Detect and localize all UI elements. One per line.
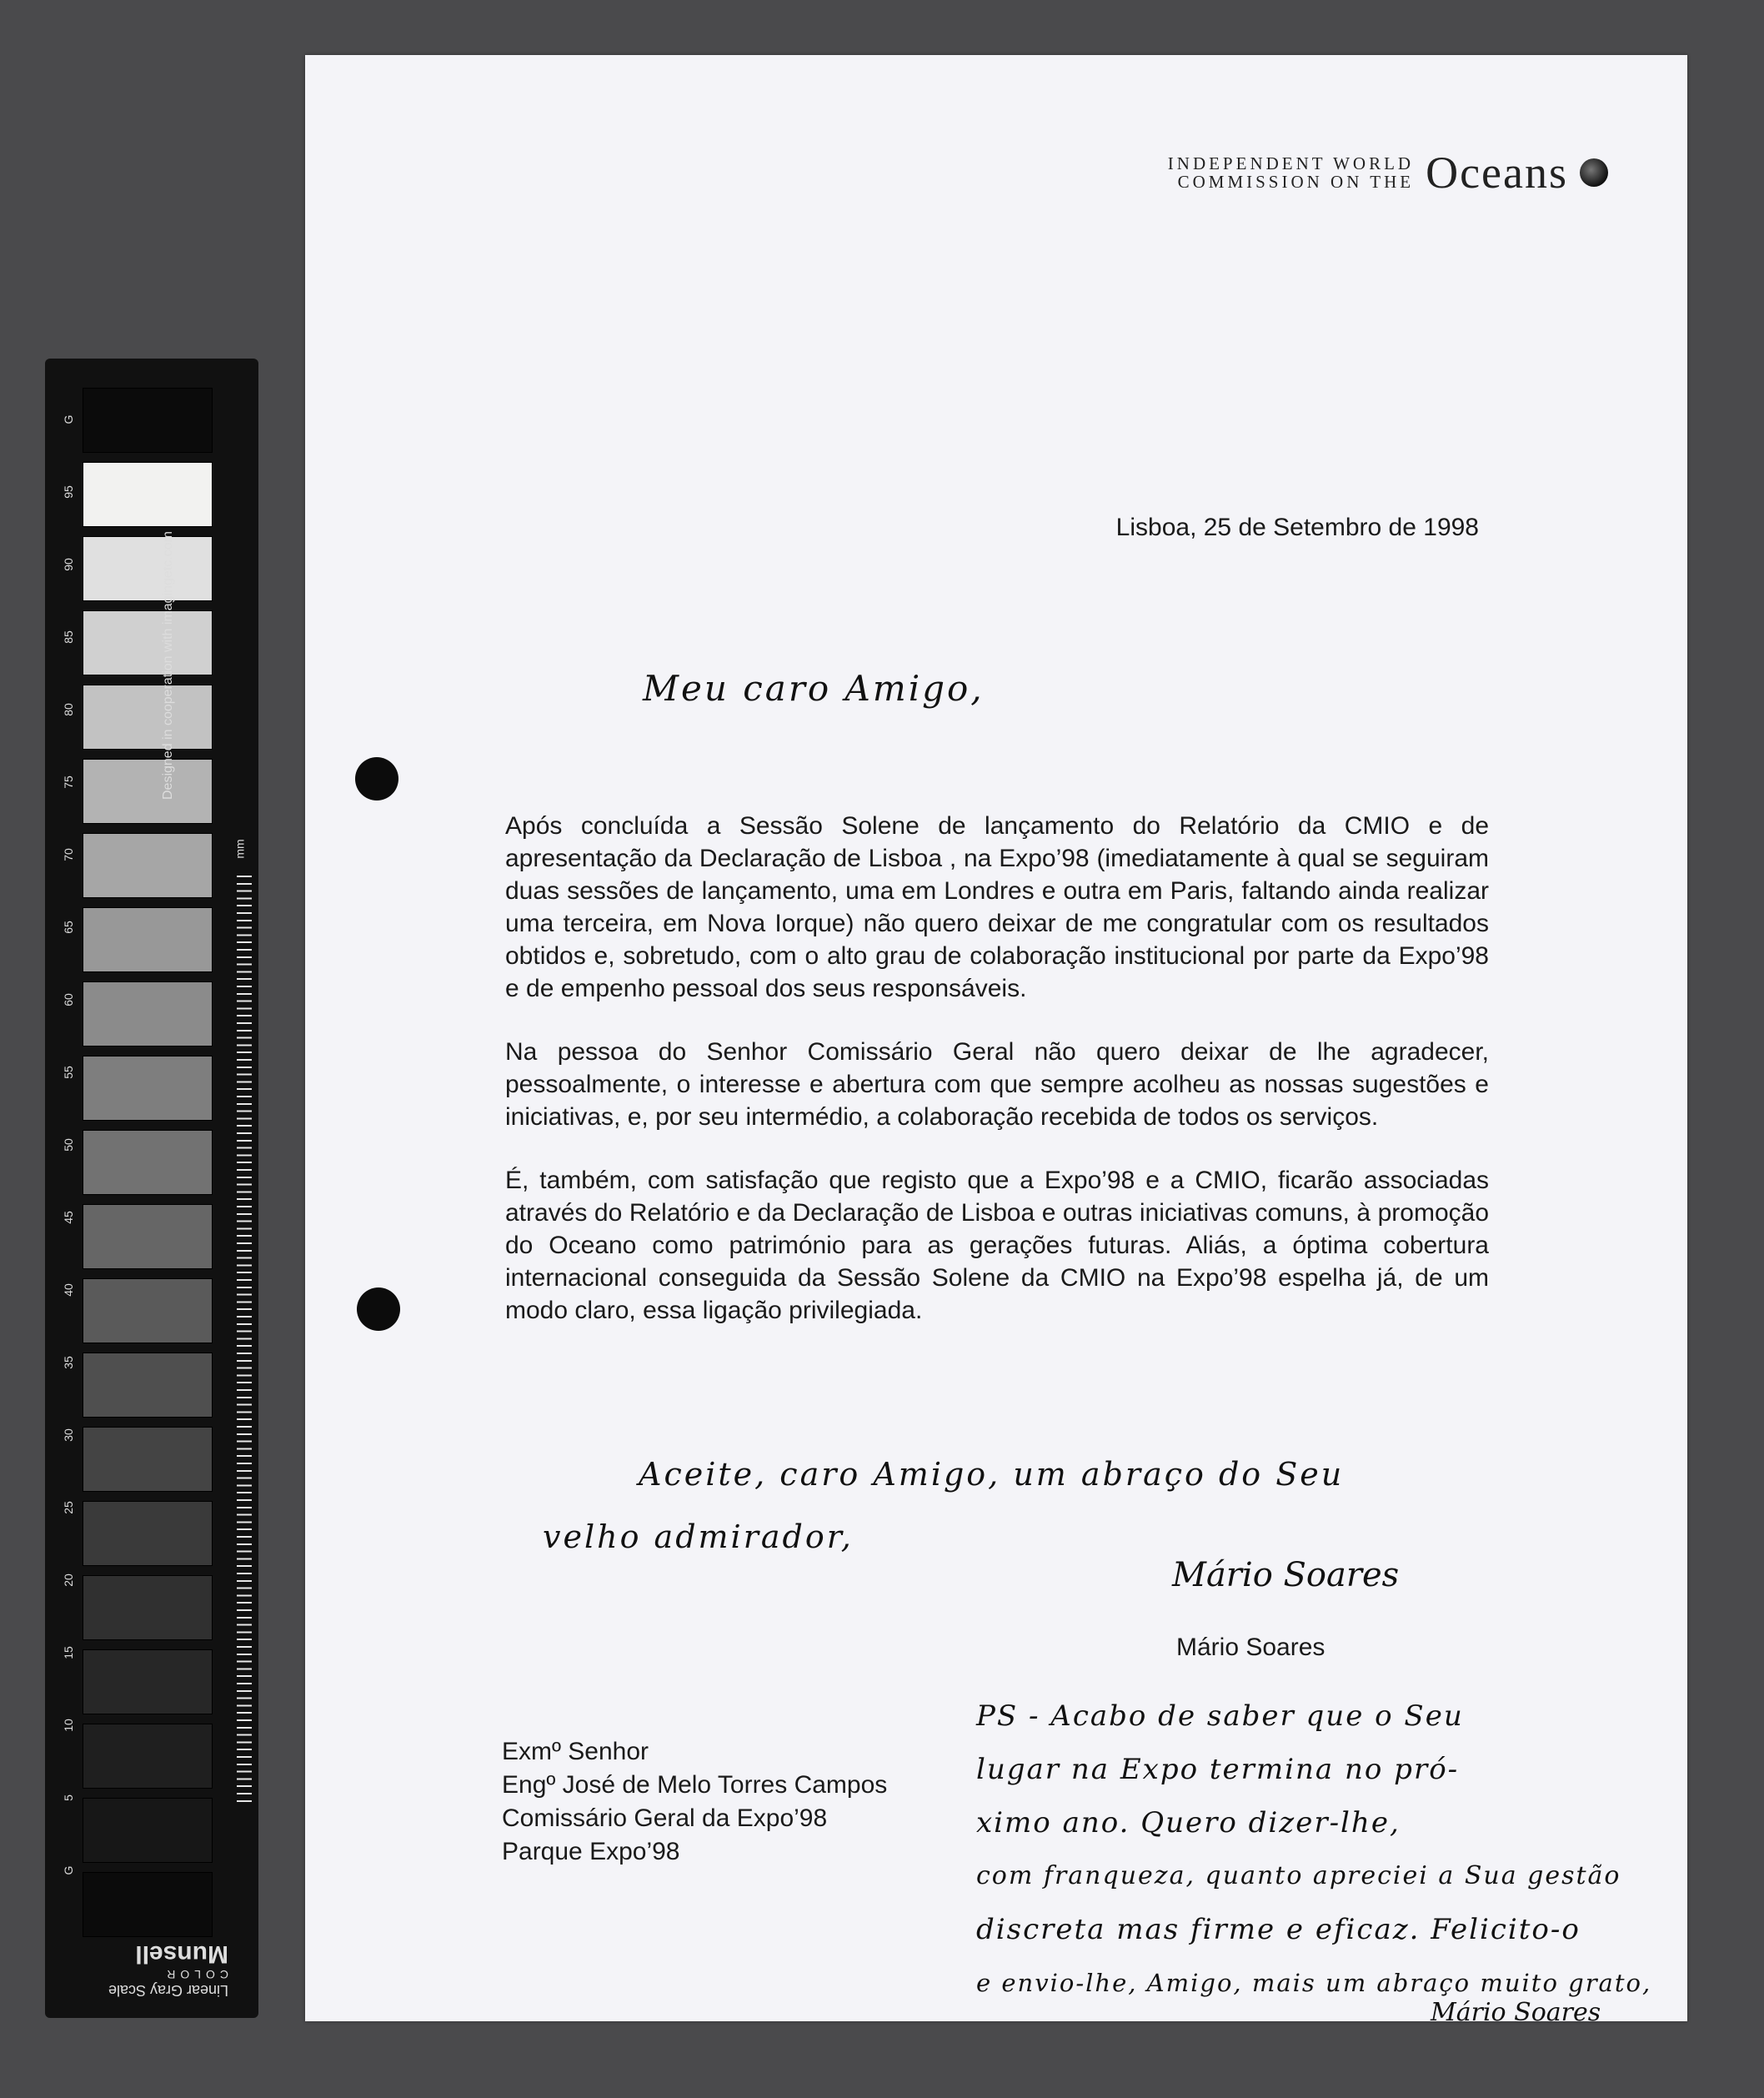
scale-label: 45 [62,1211,75,1224]
patch [83,1130,213,1195]
signature: Mário Soares [1172,1556,1400,1594]
ps-line: discreta mas firme e eficaz. Felicito-o [976,1913,1581,1946]
patch [83,1278,213,1343]
recipient-address [502,1735,887,1869]
scale-label: 10 [62,1719,75,1732]
patch [83,833,213,898]
scale-label: 20 [62,1574,75,1587]
patch [83,1204,213,1269]
scale-label: 25 [62,1501,75,1514]
patch [83,1798,213,1863]
ps-line: com franqueza, quanto apreciei a Sua gestão [976,1861,1621,1890]
ps-line: PS - Acabo de saber que o Seu [976,1699,1464,1733]
ps-line: lugar na Expo termina no pró- [976,1753,1460,1786]
address-line: Exmº Senhor [502,1738,649,1765]
scale-label: 60 [62,993,75,1006]
patch [83,1724,213,1789]
scale-label: 15 [62,1646,75,1659]
paragraph: Na pessoa do Senhor Comissário Geral não quero deixar de lhe agradecer, pessoalmente, o interesse e abertura com que sempre acolheu as nossas sugestões e iniciativas, e, por seu intermédio, a colaboração recebida de todos os serviços. [505,1038,1489,1131]
brand-sub: COLOR [162,1968,228,1981]
patch [83,1353,213,1418]
scale-label: 40 [62,1283,75,1297]
letter-page [305,55,1687,2027]
handwritten-closing-1: Aceite, caro Amigo, um abraço do Seu [639,1456,1345,1493]
gray-scale-card [45,359,258,2018]
scale-label: 65 [62,921,75,934]
patch [83,1501,213,1566]
address-line: Engº José de Melo Torres Campos [502,1771,888,1799]
scale-label: 85 [62,630,75,644]
scale-label: G [62,1865,75,1875]
scale-credit: Designed in cooperation with imagingetc.com [161,531,175,800]
scale-label: 35 [62,1356,75,1369]
scale-brand [78,1930,228,2005]
letterhead-oceans: Oceans [1426,148,1568,198]
address-line: Parque Expo’98 [502,1838,680,1865]
scale-label: 75 [62,775,75,789]
patch [83,1056,213,1121]
scale-label: G [62,414,75,424]
patch [83,685,213,750]
ps-line: e envio-lhe, Amigo, mais um abraço muito grato, [976,1969,1652,1997]
patch [83,536,213,601]
postscript-signature: Mário Soares [1431,1998,1601,2027]
letter-body [505,810,1489,1358]
address-line: Comissário Geral da Expo’98 [502,1804,828,1832]
letterhead-line1: INDEPENDENT WORLD [1167,153,1415,173]
scale-label: 55 [62,1066,75,1079]
patch [83,610,213,675]
letterhead-line2: COMMISSION ON THE [1177,172,1415,192]
gray-patches [83,388,213,1946]
scale-label: 90 [62,558,75,571]
letterhead-small [1168,154,1414,191]
punch-hole [357,1287,400,1331]
patch [83,759,213,824]
handwritten-closing-2: velho admirador, [543,1518,854,1555]
brand-name: Munsell [135,1940,228,1968]
paragraph: Após concluída a Sessão Solene de lançamento do Relatório da CMIO e de apresentação da Declaração de Lisboa , na Expo’98 (imediatamente à qual se seguiram duas sessões de lançamento, uma em Londres e outra em Paris, faltando ainda realizar uma terceira, em Nova Iorque) não quero deixar de me congratular com os resultados obtidos e, sobretudo, com o alto grau de colaboração institucional por parte da Expo’98 e de empenho pessoal dos seus responsáveis. [505,812,1489,1002]
punch-hole [355,757,398,801]
scale-title: Linear Gray Scale [108,1982,228,1999]
salutation: Meu caro Amigo, [643,668,985,709]
handwritten-postscript [976,1689,1660,2010]
mm-label: mm [233,839,247,859]
patch [83,1427,213,1492]
patch [83,388,213,453]
patch [83,907,213,972]
globe-icon [1580,158,1608,187]
scale-label: 50 [62,1138,75,1152]
scale-label: 30 [62,1428,75,1442]
patch [83,462,213,527]
ps-line: ximo ano. Quero dizer-lhe, [976,1806,1401,1840]
patch [83,1872,213,1937]
letterhead [1168,147,1608,198]
signer-name: Mário Soares [1176,1634,1326,1661]
scale-label: 95 [62,485,75,499]
scale-label: 80 [62,703,75,716]
scale-label: 5 [62,1794,75,1801]
scale-label: 70 [62,848,75,861]
patch [83,1649,213,1714]
paragraph: É, também, com satisfação que registo que a Expo’98 e a CMIO, ficarão associadas através do Relatório e da Declaração de Lisboa e outras iniciativas comuns, à promoção do Oceano como património para as gerações futuras. Aliás, a óptima cobertura internacional conseguida da Sessão Solene da CMIO na Expo’98 espelha já, de um modo claro, essa ligação privilegiada. [505,1167,1489,1324]
dateline: Lisboa, 25 de Setembro de 1998 [1115,514,1479,541]
patch [83,1575,213,1640]
patch [83,981,213,1046]
mm-ruler [237,876,252,1805]
